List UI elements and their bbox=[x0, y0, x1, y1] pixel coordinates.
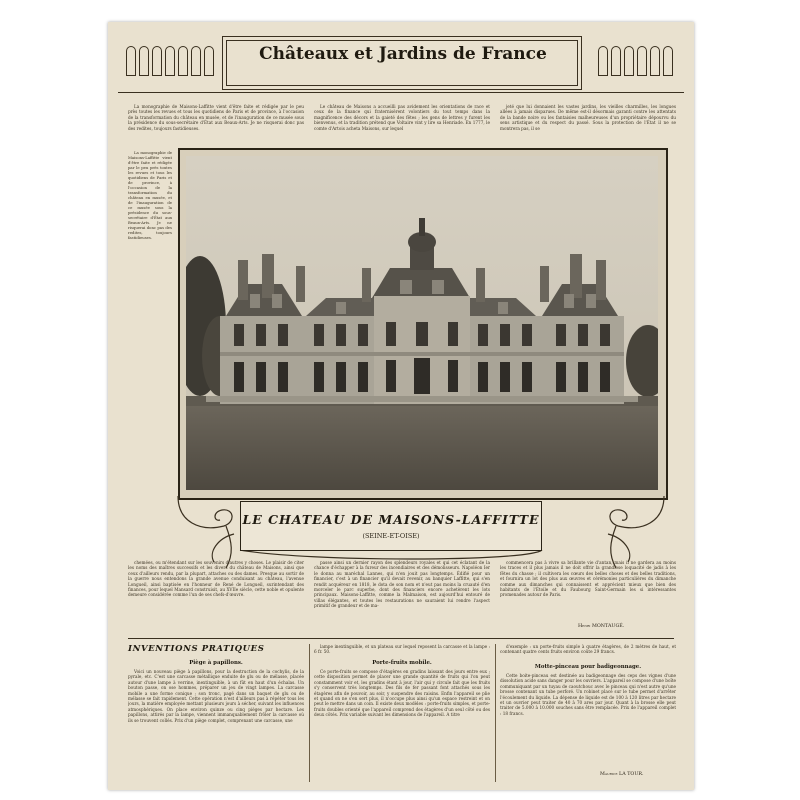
inventions-signature: Maurice LA TOUR. bbox=[600, 772, 644, 777]
invention-3-title: Motte-pinceau pour badigeonnage. bbox=[534, 664, 642, 670]
invention-1-title: Piège à papillons. bbox=[189, 660, 243, 666]
invention-2-price: d'exemple : un porte-fruits simple à quatre étagères, de 2 mètres de haut, et contenant quatre cents fruits environ coûte 29 francs. bbox=[500, 644, 676, 655]
magazine-page bbox=[108, 22, 694, 790]
article-top-col-2: Le château de Maisons a accueilli pas avidement les orientations de race et ceux de la finance qui fraternisèrent volontiers du tout temps dans la magnificence des décors et la gaieté des fêtes ; les gens de lettres y furent les bienvenus, et la tradition prétend que Voltaire vint y lire sa Henriade. En 1777, le comte d'Artois acheta Maisons, sur lequel bbox=[314, 104, 490, 131]
article-bottom-col-2: passe ainsi un dernier rayon des splendeurs royales et qui cet éclatant de la chance d'échapper à la fureur des incendiaires et des démolisseurs. Napoléon Ier le donna au maréchal Lannes, qui n'en jouit pas longtemps. Édifié pour un financier, c'est à un financier qu'il devait revenir, au banquier Laffitte, qui s'en rendit acquéreur en 1818, le dota de son nom et n'eut pas moins la cruauté d'en morceler le parc superbe, dont des financiers encore achetèrent les lots principaux. Maisons-Laffitte, comme la Malmaison, est aujourd'hui entouré de villas élégantes, et toutes les restaurations ne sauraient lui rendre l'aspect primitif de grandeur et de ma- bbox=[314, 560, 490, 609]
page-title: Châteaux et Jardins de France bbox=[259, 44, 547, 64]
column-divider-2 bbox=[495, 644, 496, 782]
article-signature: Henri MONTAUGÉ. bbox=[578, 624, 625, 629]
photo-caption-title: LE CHATEAU DE MAISONS-LAFFITTE bbox=[242, 512, 540, 527]
column-divider-1 bbox=[309, 644, 310, 782]
article-top-col-3: jeté que lui donnaient les vastes jardins, les vieilles charmilles, les longues allées à jamais disparues. De même est-il désormais garanti contre les attentats de la bande noire ou les fantaisies malheureuses d'un propriétaire dépourvu du sens artistique et du respect du passé. Sous la protection de l'État il ne se montrera pas, il se bbox=[500, 104, 676, 131]
section-divider bbox=[128, 638, 674, 639]
article-side-col: La monographie de Maisons-Laffitte vient d'être faite et rédigée par le peu près toutes les revues et tous les quotidiens de Paris et de province, à l'occasion de la transformation du château en musée, et de l'inauguration de ce musée sous la présidence du sous-secrétaire d'État aux Beaux-Arts. Je ne risquerai donc pas des redites, toujours fastidieuses. bbox=[128, 150, 172, 240]
photo-caption-subtitle: (SEINE-ET-OISE) bbox=[362, 532, 420, 540]
inventions-section-title: INVENTIONS PRATIQUES bbox=[128, 644, 265, 654]
invention-1-body: Voici un nouveau piège à papillons, pour la destruction de la cochylis, de la pyrale, etc. C'est une carcasse métallique enduite de glu ou de mélasse, placée autour d'une lampe à verrine, inextinguible, à un fût en haut d'un échalas. Un bouton passe, on ose hommes, préparer un jeu de vingt lampes. La carcasse mobile a une forme conique ; son tronc, pagé dans un baquet de glu ou de mélasse se fait rapidement. Cette opération n'est d'ailleurs pas à répéter tous les jours, la matière employée mettant plusieurs jours à sécher, suivant les influences atmosphériques. On place environ quinze ou cinq pièges par hectare. Les papillons, attirés par la lampe, viennent immanquablement frôler la carcasse où ils se trouvent collés. Prix d'un piège complet, comprenant une carcasse, une bbox=[128, 669, 304, 723]
invention-2-body: Ce porte-fruits se compose d'étagères en gradins laissant des jours entre eux ; cette disposition permet de placer une grande quantité de fruits qui l'on peut constamment voir et, les gradins étant à jour, l'air qui y circule fait que les fruits s'y conservent très longtemps. Des fils de fer passant font attachés sous les étagères afin de pouvoir, au soir, y suspendre des raisins. Enfin l'appareil se plie et quand on ne s'en sert plus, il n'occupe plus ainsi qu'un espace restreint et on peut le mettre dans un coin. Il existe deux modèles : porte-fruits simples, et porte-fruits doubles orienté que l'appareil comprend des étagères d'un seul côté ou des deux côtés. Prix variable suivant les dimensions de l'appareil. A titre bbox=[314, 669, 490, 718]
photo-caption-box bbox=[240, 501, 542, 551]
article-bottom-col-3: commencera pas à vivre sa brillante vie d'antan, mais il ne gardera au moins les traces et il plus jamais il ne doit offrir la grandiose loquacité de jadis à les fêtes du chasse ; il cultivera les cœurs des belles choses et des belles traditions, et fournira un lot des plus aux œuvres et cérémonies particulières du dimanche comme aux dimanches qui connaissent et apprécient mieux que bien des habitants de l'Étoile et du Faubourg Saint-Germain les si intéressantes promenades autour de Paris. bbox=[500, 560, 676, 598]
invention-2-title: Porte-fruits mobile. bbox=[372, 660, 432, 666]
invention-3-body: Cette boite-pinceau est destinée au badigeonnage des ceps des vignes d'une dissolution acide sans danger pour les ouvriers. L'appareil se compose d'une boîte communiquant par un tuyau de caoutchouc avec le pinceau qui n'est autre qu'une brosse contenant un tube perforé. Un robinet placé sur le tube permet d'arrêter l'écoulement du liquide. La dépense de liquide est de 100 à 120 litres par hectare et un ouvrier peut traiter de 40 à 70 ares par jour. Quant à la brosse elle peut traiter de 5.000 à 10.000 souches sans être remplacée. Prix de l'appareil complet : 18 francs. bbox=[500, 673, 676, 716]
article-top-col-1: La monographie de Maisons-Laffitte vient d'être faite et rédigée par le peu près toutes les revues et tous les quotidiens de Paris et de province, à l'occasion de la transformation du château en musée, et de l'inauguration de ce musée sous la présidence du sous-secrétaire d'État aux Beaux-Arts. Je ne risquerai donc pas des redites, toujours fastidieuses. bbox=[128, 104, 304, 131]
caption-ornament bbox=[108, 22, 694, 582]
invention-1-price: lampe inextinguible, et un plateau sur lequel reposent la carcasse et la lampe : 6 fr. 50. bbox=[314, 644, 490, 655]
article-bottom-col-1: chemées, ou m'étendant sur les souvenirs d'autres y choses. Le plaisir de citer les noms des maîtres successifs et les divers du château de Maisons, ainsi que ceux d'ailleurs rendu, par la plupart, attaches ou des dames. Presque au sortir de la guerre nous entendons la grande avenue conduisant au château, l'avenue Longueil, ainsi baptisée en l'honneur de René de Longueil, surintendant des finances, pour lequel Mansard construisit, au XVIIe siècle, cette noble et opulente demeure considérée comme l'un de ses chefs-d'œuvre. bbox=[128, 560, 304, 598]
